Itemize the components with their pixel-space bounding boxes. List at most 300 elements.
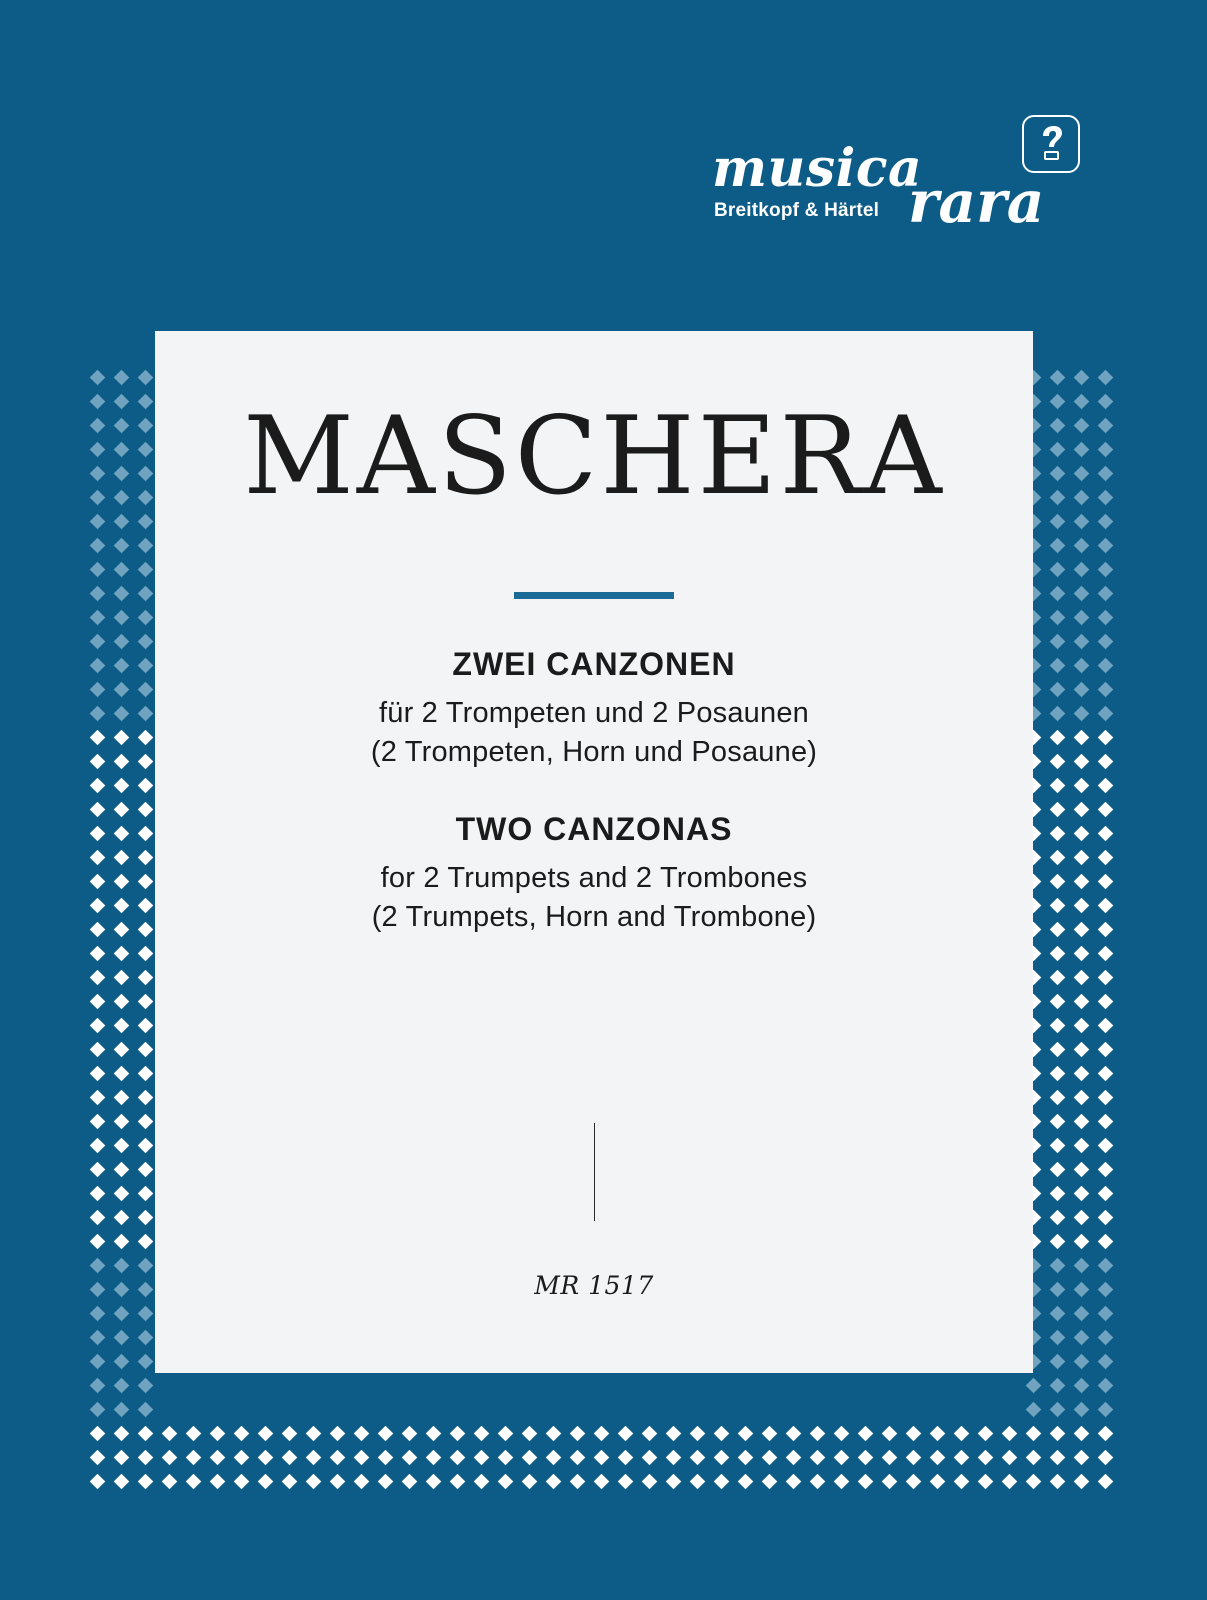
pattern-diamond xyxy=(90,1186,106,1202)
pattern-diamond xyxy=(1050,1234,1066,1250)
pattern-diamond xyxy=(1098,1066,1114,1082)
pattern-diamond xyxy=(138,490,154,506)
pattern-diamond xyxy=(138,658,154,674)
pattern-diamond xyxy=(1050,1402,1066,1418)
pattern-diamond xyxy=(1098,1138,1114,1154)
pattern-diamond xyxy=(1098,922,1114,938)
pattern-diamond xyxy=(138,802,154,818)
pattern-diamond xyxy=(1050,682,1066,698)
pattern-diamond xyxy=(1050,514,1066,530)
pattern-diamond xyxy=(1098,610,1114,626)
pattern-diamond xyxy=(1074,562,1090,578)
pattern-diamond xyxy=(834,1450,850,1466)
pattern-diamond xyxy=(114,1282,130,1298)
pattern-diamond xyxy=(138,586,154,602)
pattern-diamond xyxy=(1098,1354,1114,1370)
pattern-diamond xyxy=(1098,634,1114,650)
pattern-diamond xyxy=(186,1450,202,1466)
pattern-diamond xyxy=(642,1474,658,1490)
pattern-diamond xyxy=(114,826,130,842)
pattern-diamond xyxy=(138,418,154,434)
pattern-diamond xyxy=(90,610,106,626)
pattern-diamond xyxy=(1050,706,1066,722)
vertical-stem-ornament xyxy=(594,1123,595,1221)
pattern-diamond xyxy=(114,994,130,1010)
pattern-diamond xyxy=(330,1450,346,1466)
pattern-diamond xyxy=(90,418,106,434)
pattern-diamond xyxy=(954,1474,970,1490)
pattern-diamond xyxy=(450,1474,466,1490)
pattern-diamond xyxy=(138,778,154,794)
pattern-diamond xyxy=(234,1474,250,1490)
pattern-diamond xyxy=(114,1210,130,1226)
pattern-diamond xyxy=(1074,1426,1090,1442)
pattern-diamond xyxy=(114,538,130,554)
pattern-diamond xyxy=(138,1162,154,1178)
pattern-diamond xyxy=(138,1282,154,1298)
pattern-diamond xyxy=(1098,1114,1114,1130)
pattern-diamond xyxy=(1098,538,1114,554)
pattern-diamond xyxy=(594,1426,610,1442)
pattern-diamond xyxy=(138,1114,154,1130)
pattern-diamond xyxy=(1074,586,1090,602)
pattern-diamond xyxy=(90,778,106,794)
pattern-diamond xyxy=(570,1426,586,1442)
pattern-diamond xyxy=(1098,1042,1114,1058)
pattern-diamond xyxy=(138,1234,154,1250)
pattern-diamond xyxy=(138,898,154,914)
pattern-diamond xyxy=(114,1426,130,1442)
pattern-diamond xyxy=(90,898,106,914)
pattern-diamond xyxy=(1074,1090,1090,1106)
pattern-diamond xyxy=(1074,1234,1090,1250)
pattern-diamond xyxy=(1074,802,1090,818)
pattern-diamond xyxy=(1074,850,1090,866)
pattern-diamond xyxy=(90,1138,106,1154)
pattern-diamond xyxy=(90,922,106,938)
pattern-diamond xyxy=(90,1330,106,1346)
pattern-diamond xyxy=(90,538,106,554)
pattern-diamond xyxy=(1098,874,1114,890)
pattern-diamond xyxy=(618,1426,634,1442)
english-scoring-line-1: for 2 Trumpets and 2 Trombones xyxy=(380,862,808,894)
pattern-diamond xyxy=(138,442,154,458)
pattern-diamond xyxy=(114,730,130,746)
pattern-diamond xyxy=(954,1426,970,1442)
pattern-diamond xyxy=(90,1450,106,1466)
pattern-diamond xyxy=(546,1426,562,1442)
pattern-diamond xyxy=(1098,1330,1114,1346)
pattern-diamond xyxy=(1098,1474,1114,1490)
pattern-diamond xyxy=(354,1474,370,1490)
pattern-diamond xyxy=(1050,562,1066,578)
pattern-diamond xyxy=(114,1186,130,1202)
pattern-diamond xyxy=(1074,682,1090,698)
pattern-diamond xyxy=(90,754,106,770)
pattern-diamond xyxy=(138,562,154,578)
pattern-diamond xyxy=(1050,994,1066,1010)
pattern-diamond xyxy=(618,1450,634,1466)
pattern-diamond xyxy=(1050,370,1066,386)
pattern-diamond xyxy=(114,1162,130,1178)
pattern-diamond xyxy=(1074,898,1090,914)
pattern-diamond xyxy=(978,1450,994,1466)
pattern-diamond xyxy=(378,1426,394,1442)
pattern-diamond xyxy=(570,1474,586,1490)
pattern-diamond xyxy=(114,946,130,962)
pattern-diamond xyxy=(138,706,154,722)
pattern-diamond xyxy=(1098,994,1114,1010)
pattern-diamond xyxy=(594,1450,610,1466)
pattern-diamond xyxy=(1050,394,1066,410)
pattern-diamond xyxy=(1074,922,1090,938)
pattern-diamond xyxy=(1050,658,1066,674)
pattern-diamond xyxy=(114,1066,130,1082)
pattern-diamond xyxy=(1050,466,1066,482)
pattern-diamond xyxy=(90,1066,106,1082)
pattern-diamond xyxy=(1050,634,1066,650)
pattern-diamond xyxy=(330,1474,346,1490)
cover-card xyxy=(155,331,1033,1373)
pattern-diamond xyxy=(882,1474,898,1490)
pattern-diamond xyxy=(114,466,130,482)
pattern-diamond xyxy=(1074,1330,1090,1346)
pattern-diamond xyxy=(114,562,130,578)
pattern-diamond xyxy=(930,1474,946,1490)
pattern-diamond xyxy=(1074,1450,1090,1466)
pattern-diamond xyxy=(114,1042,130,1058)
pattern-diamond xyxy=(1074,610,1090,626)
pattern-diamond xyxy=(1050,610,1066,626)
pattern-diamond xyxy=(114,850,130,866)
pattern-diamond xyxy=(138,1090,154,1106)
pattern-diamond xyxy=(138,1450,154,1466)
pattern-diamond xyxy=(90,1282,106,1298)
pattern-diamond xyxy=(90,682,106,698)
pattern-diamond xyxy=(1074,1474,1090,1490)
pattern-diamond xyxy=(1050,490,1066,506)
pattern-diamond xyxy=(114,394,130,410)
pattern-diamond xyxy=(138,1474,154,1490)
pattern-diamond xyxy=(1002,1474,1018,1490)
pattern-diamond xyxy=(1050,874,1066,890)
pattern-diamond xyxy=(138,922,154,938)
pattern-diamond xyxy=(114,658,130,674)
title-divider xyxy=(514,592,674,599)
pattern-diamond xyxy=(90,850,106,866)
pattern-diamond xyxy=(1098,490,1114,506)
pattern-diamond xyxy=(1050,1426,1066,1442)
pattern-diamond xyxy=(1098,1210,1114,1226)
pattern-diamond xyxy=(1050,802,1066,818)
pattern-diamond xyxy=(978,1474,994,1490)
pattern-diamond xyxy=(402,1426,418,1442)
pattern-diamond xyxy=(906,1450,922,1466)
pattern-diamond xyxy=(138,946,154,962)
pattern-diamond xyxy=(114,1378,130,1394)
pattern-diamond xyxy=(1074,418,1090,434)
pattern-diamond xyxy=(138,1210,154,1226)
pattern-diamond xyxy=(930,1426,946,1442)
pattern-diamond xyxy=(1050,586,1066,602)
pattern-diamond xyxy=(138,370,154,386)
pattern-diamond xyxy=(834,1474,850,1490)
pattern-diamond xyxy=(90,562,106,578)
pattern-diamond xyxy=(282,1450,298,1466)
pattern-diamond xyxy=(786,1474,802,1490)
pattern-diamond xyxy=(1050,1186,1066,1202)
pattern-diamond xyxy=(1098,1018,1114,1034)
pattern-diamond xyxy=(1074,1162,1090,1178)
pattern-diamond xyxy=(1098,658,1114,674)
pattern-diamond xyxy=(1050,730,1066,746)
pattern-diamond xyxy=(138,466,154,482)
pattern-diamond xyxy=(426,1426,442,1442)
pattern-diamond xyxy=(90,1474,106,1490)
pattern-diamond xyxy=(114,514,130,530)
pattern-diamond xyxy=(90,1042,106,1058)
pattern-diamond xyxy=(1050,1258,1066,1274)
pattern-diamond xyxy=(714,1450,730,1466)
pattern-diamond xyxy=(114,1306,130,1322)
pattern-diamond xyxy=(138,1402,154,1418)
german-title: ZWEI CANZONEN xyxy=(452,646,736,682)
pattern-diamond xyxy=(1074,658,1090,674)
pattern-diamond xyxy=(90,1258,106,1274)
pattern-diamond xyxy=(138,394,154,410)
pattern-diamond xyxy=(258,1474,274,1490)
pattern-diamond xyxy=(1074,1306,1090,1322)
pattern-diamond xyxy=(738,1474,754,1490)
pattern-diamond xyxy=(90,706,106,722)
pattern-diamond xyxy=(114,610,130,626)
pattern-diamond xyxy=(234,1450,250,1466)
pattern-diamond xyxy=(1098,706,1114,722)
pattern-diamond xyxy=(330,1426,346,1442)
plate-number: MR 1517 xyxy=(534,1271,654,1300)
pattern-diamond xyxy=(138,682,154,698)
pattern-diamond xyxy=(1050,946,1066,962)
pattern-diamond xyxy=(402,1450,418,1466)
pattern-diamond xyxy=(138,1426,154,1442)
publisher-imprint: Breitkopf & Härtel xyxy=(714,200,880,221)
pattern-diamond xyxy=(90,1114,106,1130)
pattern-diamond xyxy=(1050,1114,1066,1130)
pattern-diamond xyxy=(114,370,130,386)
pattern-diamond xyxy=(354,1450,370,1466)
pattern-diamond xyxy=(114,1330,130,1346)
pattern-diamond xyxy=(930,1450,946,1466)
pattern-diamond xyxy=(1098,1186,1114,1202)
pattern-diamond xyxy=(114,1138,130,1154)
pattern-diamond xyxy=(90,1162,106,1178)
pattern-diamond xyxy=(1098,1306,1114,1322)
pattern-diamond xyxy=(1074,946,1090,962)
pattern-diamond xyxy=(138,826,154,842)
title-group-gap xyxy=(155,775,1033,811)
pattern-diamond xyxy=(114,874,130,890)
title-block xyxy=(155,646,1033,940)
pattern-diamond xyxy=(690,1426,706,1442)
german-scoring-line-2: (2 Trompeten, Horn und Posaune) xyxy=(370,736,818,768)
pattern-diamond xyxy=(90,634,106,650)
pattern-diamond xyxy=(210,1450,226,1466)
pattern-diamond xyxy=(1050,538,1066,554)
pattern-diamond xyxy=(90,1018,106,1034)
pattern-diamond xyxy=(1050,418,1066,434)
pattern-diamond xyxy=(1098,1402,1114,1418)
pattern-diamond xyxy=(1098,946,1114,962)
pattern-diamond xyxy=(90,1090,106,1106)
pattern-diamond xyxy=(114,1474,130,1490)
pattern-diamond xyxy=(1074,538,1090,554)
pattern-diamond xyxy=(282,1474,298,1490)
pattern-diamond xyxy=(546,1474,562,1490)
pattern-diamond xyxy=(138,1042,154,1058)
pattern-diamond xyxy=(1098,1426,1114,1442)
pattern-diamond xyxy=(90,466,106,482)
pattern-diamond xyxy=(378,1474,394,1490)
pattern-diamond xyxy=(162,1450,178,1466)
pattern-diamond xyxy=(114,898,130,914)
pattern-diamond xyxy=(1074,490,1090,506)
pattern-diamond xyxy=(666,1426,682,1442)
pattern-diamond xyxy=(1074,970,1090,986)
pattern-diamond xyxy=(1026,1474,1042,1490)
pattern-diamond xyxy=(306,1450,322,1466)
pattern-diamond xyxy=(1050,922,1066,938)
pattern-diamond xyxy=(858,1426,874,1442)
pattern-diamond xyxy=(498,1474,514,1490)
pattern-diamond xyxy=(1098,370,1114,386)
pattern-diamond xyxy=(210,1426,226,1442)
pattern-diamond xyxy=(426,1450,442,1466)
german-scoring-line-1: für 2 Trompeten und 2 Posaunen xyxy=(378,697,809,729)
english-title: TWO CANZONAS xyxy=(455,811,733,847)
pattern-diamond xyxy=(1098,898,1114,914)
pattern-diamond xyxy=(1098,1258,1114,1274)
pattern-diamond xyxy=(114,1258,130,1274)
pattern-diamond xyxy=(138,1306,154,1322)
pattern-diamond xyxy=(354,1426,370,1442)
pattern-diamond xyxy=(1050,1474,1066,1490)
pattern-diamond xyxy=(1098,778,1114,794)
pattern-diamond xyxy=(666,1474,682,1490)
pattern-diamond xyxy=(1074,1138,1090,1154)
pattern-diamond xyxy=(1074,1186,1090,1202)
pattern-diamond xyxy=(138,1186,154,1202)
pattern-diamond xyxy=(90,730,106,746)
pattern-diamond xyxy=(114,1354,130,1370)
pattern-diamond xyxy=(90,1306,106,1322)
pattern-diamond xyxy=(138,754,154,770)
pattern-diamond xyxy=(1074,874,1090,890)
pattern-diamond xyxy=(1074,1114,1090,1130)
pattern-diamond xyxy=(90,826,106,842)
pattern-diamond xyxy=(690,1450,706,1466)
pattern-diamond xyxy=(1074,1018,1090,1034)
pattern-diamond xyxy=(138,1066,154,1082)
pattern-diamond xyxy=(138,514,154,530)
pattern-diamond xyxy=(906,1426,922,1442)
pattern-diamond xyxy=(138,634,154,650)
pattern-diamond xyxy=(114,586,130,602)
pattern-diamond xyxy=(1074,706,1090,722)
pattern-diamond xyxy=(1050,1330,1066,1346)
pattern-diamond xyxy=(1074,442,1090,458)
pattern-diamond xyxy=(114,1090,130,1106)
pattern-diamond xyxy=(306,1426,322,1442)
pattern-diamond xyxy=(1074,994,1090,1010)
pattern-diamond xyxy=(858,1474,874,1490)
pattern-diamond xyxy=(1098,1090,1114,1106)
pattern-diamond xyxy=(1050,826,1066,842)
pattern-diamond xyxy=(138,874,154,890)
pattern-diamond xyxy=(714,1426,730,1442)
pattern-diamond xyxy=(114,1450,130,1466)
pattern-diamond xyxy=(114,922,130,938)
pattern-diamond xyxy=(1050,1210,1066,1226)
publisher-name-musica: musica xyxy=(712,138,923,199)
pattern-diamond xyxy=(1050,898,1066,914)
pattern-diamond xyxy=(450,1426,466,1442)
pattern-diamond xyxy=(114,706,130,722)
pattern-diamond xyxy=(1098,586,1114,602)
pattern-diamond xyxy=(738,1450,754,1466)
pattern-diamond xyxy=(1050,1282,1066,1298)
pattern-diamond xyxy=(1050,1354,1066,1370)
pattern-diamond xyxy=(1074,1066,1090,1082)
pattern-diamond xyxy=(306,1474,322,1490)
pattern-diamond xyxy=(90,1426,106,1442)
pattern-diamond xyxy=(1074,1258,1090,1274)
pattern-diamond xyxy=(762,1450,778,1466)
pattern-diamond xyxy=(90,1210,106,1226)
pattern-diamond xyxy=(210,1474,226,1490)
pattern-diamond xyxy=(1098,562,1114,578)
pattern-diamond xyxy=(138,610,154,626)
pattern-diamond xyxy=(882,1426,898,1442)
pattern-diamond xyxy=(1074,1042,1090,1058)
pattern-diamond xyxy=(90,994,106,1010)
pattern-diamond xyxy=(1074,514,1090,530)
pattern-diamond xyxy=(1098,1162,1114,1178)
pattern-diamond xyxy=(1098,1282,1114,1298)
pattern-diamond xyxy=(618,1474,634,1490)
pattern-diamond xyxy=(1050,778,1066,794)
pattern-diamond xyxy=(666,1450,682,1466)
pattern-diamond xyxy=(402,1474,418,1490)
pattern-diamond xyxy=(162,1474,178,1490)
pattern-diamond xyxy=(114,490,130,506)
pattern-diamond xyxy=(474,1450,490,1466)
pattern-diamond xyxy=(90,490,106,506)
pattern-diamond xyxy=(1074,730,1090,746)
pattern-diamond xyxy=(1098,850,1114,866)
pattern-diamond xyxy=(90,1354,106,1370)
pattern-diamond xyxy=(138,730,154,746)
pattern-diamond xyxy=(858,1450,874,1466)
pattern-diamond xyxy=(1074,1282,1090,1298)
pattern-diamond xyxy=(1098,730,1114,746)
pattern-diamond xyxy=(138,538,154,554)
pattern-diamond xyxy=(138,994,154,1010)
pattern-diamond xyxy=(1098,754,1114,770)
pattern-diamond xyxy=(642,1450,658,1466)
pattern-diamond xyxy=(138,1378,154,1394)
pattern-diamond xyxy=(1074,754,1090,770)
pattern-diamond xyxy=(1098,970,1114,986)
